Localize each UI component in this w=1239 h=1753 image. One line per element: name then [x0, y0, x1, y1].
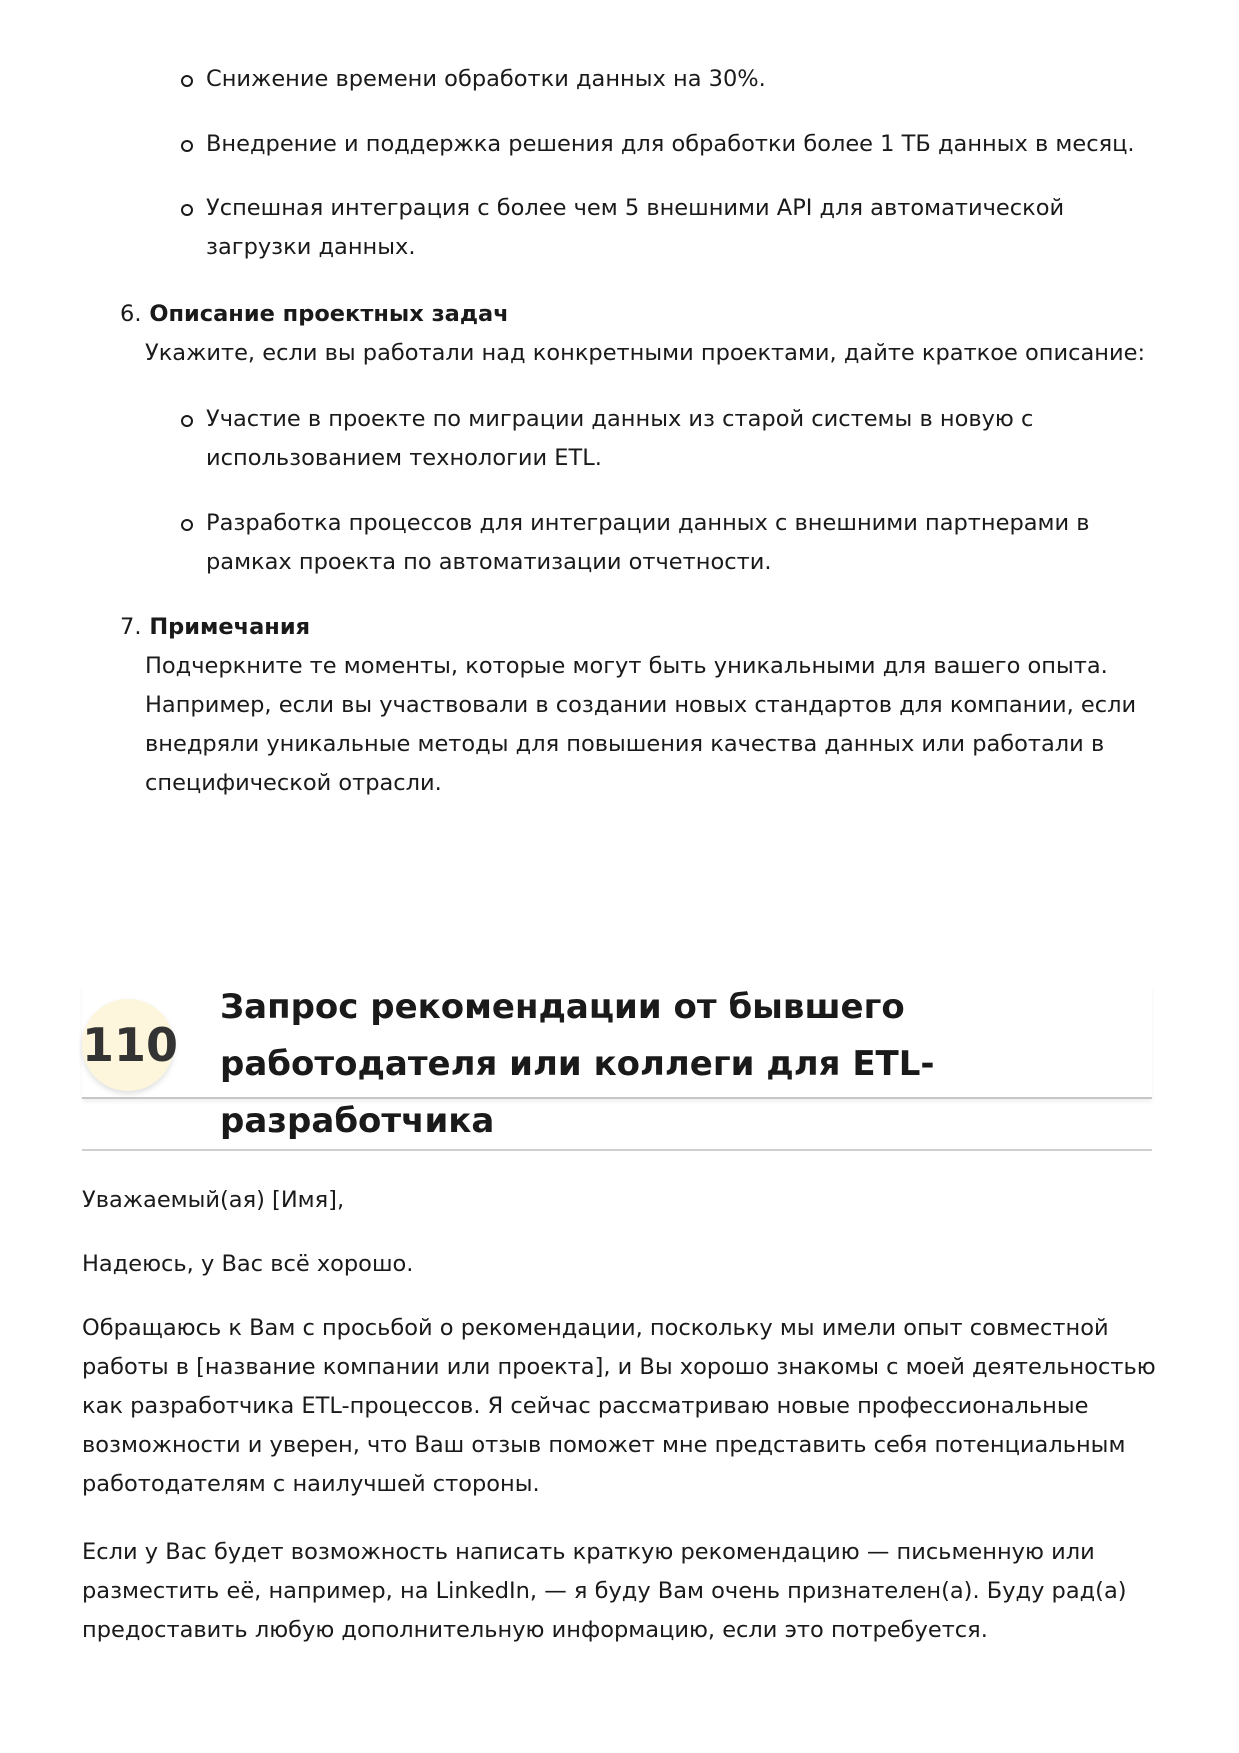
list-item-text: Успешная интеграция с более чем 5 внешними API для автоматической загрузки данных.	[206, 195, 1065, 260]
divider	[82, 1149, 1152, 1151]
letter-paragraph: Если у Вас будет возможность написать краткую рекомендацию — письменную или разместить её, например, на LinkedIn, — я буду Вам очень признателен(а). Буду рад(а) предоставить любую дополнительную информацию, если это потребуется.	[82, 1539, 1127, 1643]
list-item	[206, 400, 1166, 478]
list-item	[206, 125, 1166, 164]
item-number: 6.	[120, 301, 142, 327]
list-item-text: Внедрение и поддержка решения для обработки более 1 ТБ данных в месяц.	[206, 131, 1135, 157]
section-number: 110	[82, 1018, 179, 1072]
letter-greeting: Уважаемый(ая) [Имя],	[82, 1187, 345, 1213]
letter-paragraph: Надеюсь, у Вас всё хорошо.	[82, 1251, 414, 1277]
section-title: Запрос рекомендации от бывшего работодателя или коллеги для ETL-разработчика	[220, 987, 935, 1141]
letter-paragraph: Обращаюсь к Вам с просьбой о рекомендации, поскольку мы имели опыт совместной работы в [название компании или проекта], и Вы хорошо знакомы с моей деятельностью как разработчика ETL-процессов. Я сейчас рассматриваю новые профессиональные возможности и уверен, что Ваш отзыв поможет мне представить себя потенциальным работодателям с наилучшей стороны.	[82, 1315, 1156, 1497]
item-text: Подчеркните те моменты, которые могут быть уникальными для вашего опыта. Например, если вы участвовали в создании новых стандартов для компании, если внедряли уникальные методы для повышения качества данных или работали в специфической отрасли.	[145, 653, 1137, 796]
list-item-text: Разработка процессов для интеграции данных с внешними партнерами в рамках проекта по автоматизации отчетности.	[206, 510, 1090, 575]
circle-bullet-icon	[181, 75, 193, 87]
list-item-text: Участие в проекте по миграции данных из старой системы в новую с использованием технологии ETL.	[206, 406, 1034, 471]
list-item	[206, 504, 1166, 582]
item-title: Описание проектных задач	[149, 301, 509, 327]
section-number-badge	[82, 999, 179, 1091]
circle-bullet-icon	[181, 204, 193, 216]
section-header	[82, 985, 1152, 1141]
item-number: 7.	[120, 614, 142, 640]
numbered-item-6	[120, 295, 1170, 373]
circle-bullet-icon	[181, 140, 193, 152]
list-item	[206, 60, 1166, 99]
item-heading	[120, 295, 1170, 334]
list-item-text: Снижение времени обработки данных на 30%.	[206, 66, 766, 92]
item-heading	[120, 608, 1170, 647]
item-intro: Укажите, если вы работали над конкретными проектами, дайте краткое описание:	[145, 340, 1146, 366]
item-title: Примечания	[149, 614, 311, 640]
list-item	[206, 189, 1166, 267]
circle-bullet-icon	[181, 519, 193, 531]
numbered-item-7	[120, 608, 1170, 803]
circle-bullet-icon	[181, 415, 193, 427]
